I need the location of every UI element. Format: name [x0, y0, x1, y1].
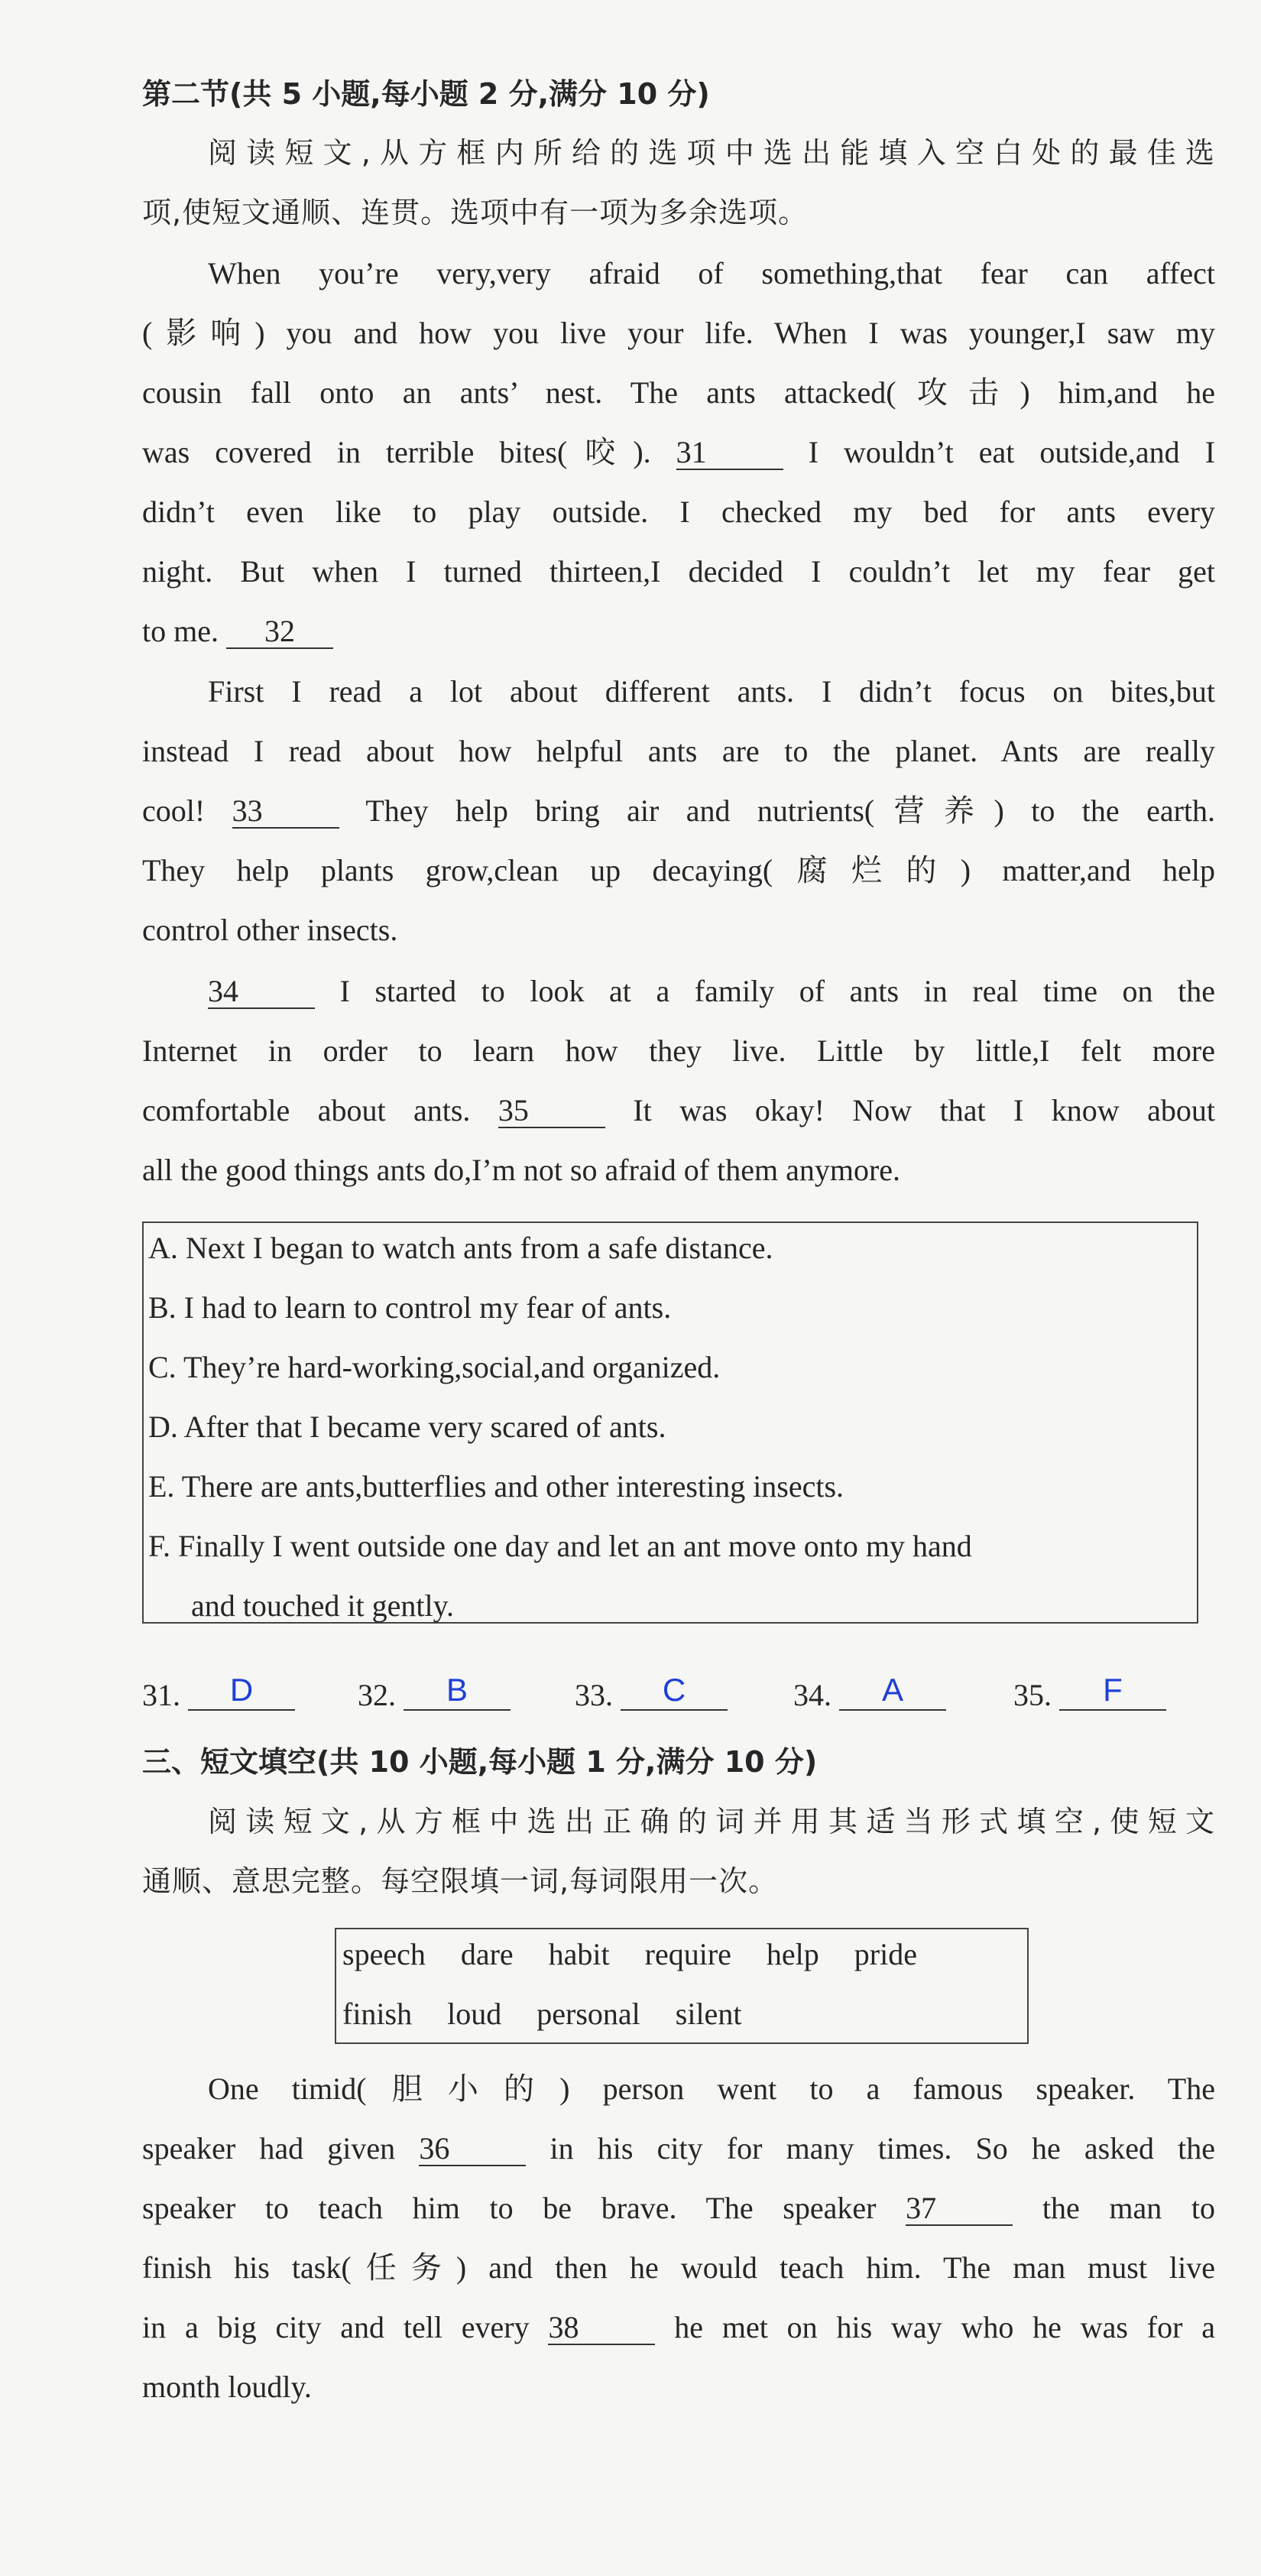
text-before-blank: speaker to teach him to be brave. The speaker	[142, 2191, 877, 2225]
answer-34	[793, 1672, 946, 1715]
word-box-row	[342, 1935, 917, 1974]
answer-number: 32.	[358, 1678, 396, 1712]
passage-line: control other insects.	[142, 913, 398, 947]
option-b: B. I had to learn to control my fear of ants.	[148, 1290, 672, 1325]
blank-33: 33	[232, 795, 339, 829]
passage-line: month loudly.	[142, 2370, 312, 2404]
section3-heading: 三、短文填空(共 10 小题,每小题 1 分,满分 10 分)	[142, 1745, 818, 1779]
answer-31	[142, 1672, 295, 1715]
option-a: A. Next I began to watch ants from a safe distance.	[148, 1231, 773, 1265]
option-f-continued: and touched it gently.	[191, 1588, 454, 1623]
blank-35: 35	[498, 1095, 605, 1128]
answer-number: 31.	[142, 1678, 180, 1712]
blank-38: 38	[548, 2312, 655, 2345]
answer-number: 34.	[793, 1678, 831, 1712]
blank-31: 31	[676, 436, 783, 470]
answer-value: C	[621, 1671, 728, 1711]
passage-line-with-blank	[142, 792, 1215, 830]
section2-instruction-line: 项,使短文通顺、连贯。选项中有一项为多余选项。	[142, 196, 809, 229]
text-after-blank: They help bring air and nutrients(营养) to the earth.	[365, 793, 1216, 828]
word: require	[644, 1937, 731, 1971]
section2-instruction-line: 阅读短文,从方框内所给的选项中选出能填入空白处的最佳选	[208, 136, 1215, 170]
word-box-row	[342, 1995, 769, 2033]
passage-line: When you’re very,very afraid of something,that fear can affect	[208, 256, 1215, 290]
text-before-blank: was covered in terrible bites(咬).	[142, 435, 651, 469]
text-before-blank: in a big city and tell every	[142, 2310, 530, 2344]
answer-number: 35.	[1013, 1678, 1052, 1712]
passage-line: instead I read about how helpful ants are to the planet. Ants are really	[142, 734, 1215, 768]
section2-heading: 第二节(共 5 小题,每小题 2 分,满分 10 分)	[142, 77, 710, 111]
passage-line: They help plants grow,clean up decaying(腐烂的) matter,and help	[142, 853, 1215, 887]
blank-36: 36	[419, 2133, 526, 2166]
answer-value: F	[1059, 1671, 1166, 1711]
passage-line-with-blank	[208, 972, 1215, 1011]
answer-number: 33.	[575, 1678, 613, 1712]
passage-line: One timid(胆小的) person went to a famous speaker. The	[208, 2072, 1215, 2106]
word: dare	[460, 1937, 514, 1971]
passage-line: cousin fall onto an ants’ nest. The ants attacked(攻击) him,and he	[142, 375, 1215, 410]
word: help	[766, 1937, 819, 1971]
text-before-blank: to me.	[142, 614, 219, 648]
passage-line-with-blank	[142, 2308, 1215, 2347]
section3-instruction-line: 阅读短文,从方框中选出正确的词并用其适当形式填空,使短文	[208, 1805, 1215, 1838]
word: pride	[854, 1937, 917, 1971]
text-after-blank: in his city for many times. So he asked the	[549, 2131, 1216, 2166]
word: personal	[536, 1997, 640, 2031]
word: speech	[342, 1937, 426, 1971]
passage-line: (影响) you and how you live your life. When I was younger,I saw my	[142, 316, 1215, 350]
option-f: F. Finally I went outside one day and let an ant move onto my hand	[148, 1529, 972, 1563]
blank-32: 32	[226, 615, 333, 649]
passage-line-with-blank	[142, 1092, 1215, 1130]
passage-line: didn’t even like to play outside. I checked my bed for ants every	[142, 495, 1215, 529]
option-c: C. They’re hard-working,social,and organized.	[148, 1350, 721, 1384]
word: finish	[342, 1997, 413, 2031]
answer-32	[358, 1672, 511, 1715]
blank-37: 37	[906, 2192, 1013, 2226]
word: loud	[447, 1997, 502, 2031]
word: silent	[675, 1997, 742, 2031]
text-before-blank: speaker had given	[142, 2131, 396, 2166]
answer-35	[1013, 1672, 1166, 1715]
text-after-blank: I started to look at a family of ants in real time on the	[339, 974, 1215, 1008]
option-d: D. After that I became very scared of ants.	[148, 1410, 666, 1444]
passage-line-with-blank	[142, 433, 1215, 472]
answer-value: B	[404, 1671, 511, 1711]
word: habit	[548, 1937, 610, 1971]
option-e: E. There are ants,butterflies and other interesting insects.	[148, 1469, 844, 1504]
text-after-blank: he met on his way who he was for a	[674, 2310, 1216, 2344]
text-before-blank: comfortable about ants.	[142, 1093, 471, 1127]
passage-line: all the good things ants do,I’m not so afraid of them anymore.	[142, 1153, 901, 1187]
answer-33	[575, 1672, 728, 1715]
passage-line-with-blank	[142, 2189, 1215, 2227]
passage-line-with-blank	[142, 612, 1215, 650]
answer-value: D	[188, 1671, 295, 1711]
passage-line: night. But when I turned thirteen,I decided I couldn’t let my fear get	[142, 554, 1215, 589]
passage-line: finish his task(任务) and then he would teach him. The man must live	[142, 2250, 1215, 2285]
blank-34: 34	[208, 975, 315, 1009]
text-after-blank: I wouldn’t eat outside,and I	[808, 435, 1216, 469]
answer-value: A	[839, 1671, 946, 1711]
passage-line: First I read a lot about different ants. I didn’t focus on bites,but	[208, 674, 1215, 709]
text-after-blank: the man to	[1042, 2191, 1216, 2225]
text-after-blank: It was okay! Now that I know about	[633, 1093, 1216, 1127]
text-before-blank: cool!	[142, 793, 206, 828]
passage-line-with-blank	[142, 2130, 1215, 2168]
passage-line: Internet in order to learn how they live. Little by little,I felt more	[142, 1033, 1215, 1068]
section3-instruction-line: 通顺、意思完整。每空限填一词,每词限用一次。	[142, 1864, 779, 1898]
